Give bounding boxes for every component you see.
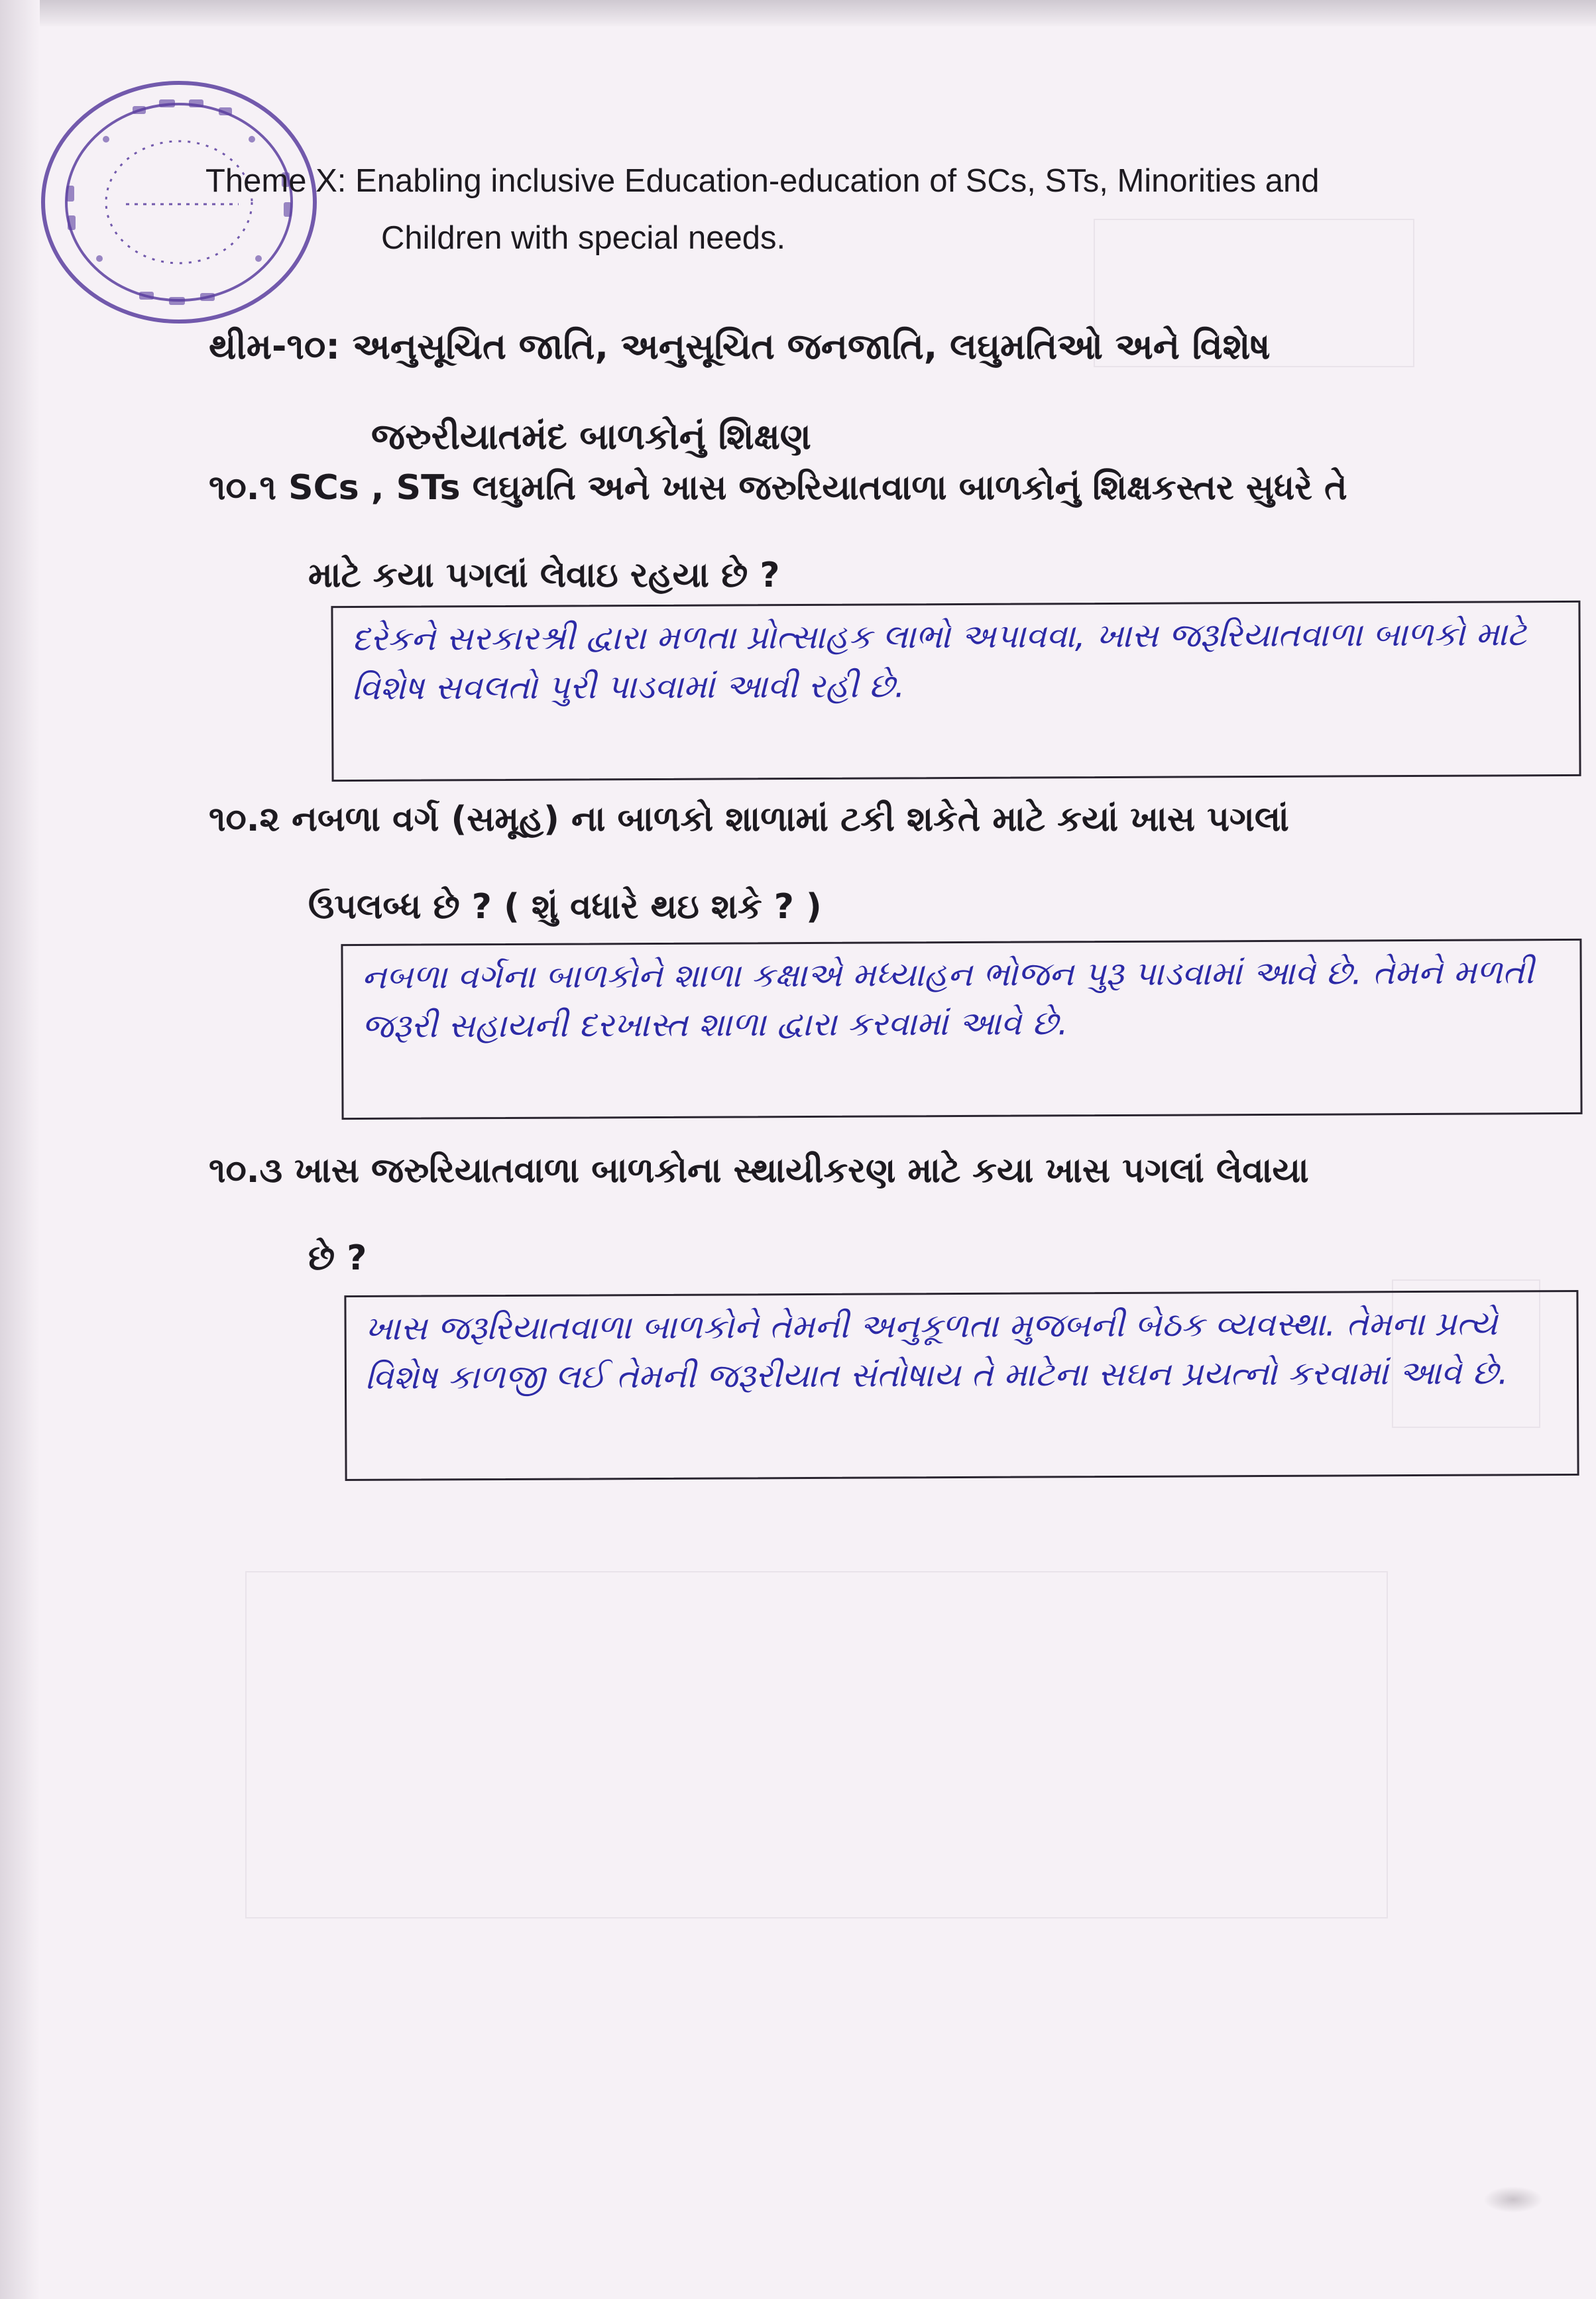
question-text-line1: ૧૦.૩ ખાસ જરુરિયાતવાળા બાળકોના સ્થાયીકરણ માટે કયા ખાસ પગલાં લેવાયા: [209, 1151, 1309, 1191]
question-text-line2: માટે કયા પગલાં લેવાઇ રહયા છે ?: [308, 556, 780, 595]
theme-english-line2: Children with special needs.: [381, 220, 786, 256]
page-top-edge: [0, 0, 1596, 27]
page-smudge: [1483, 2186, 1543, 2213]
theme-heading-english: [205, 152, 1518, 266]
answer-box-10-1: [331, 601, 1581, 782]
question-10-3: [209, 1127, 1534, 1302]
question-10-2: [209, 776, 1534, 951]
answer-text: દરેકને સરકારશ્રી દ્વારા મળતા પ્રોત્સાહક લાભો અપાવવા, ખાસ જરૂરિયાતવાળા બાળકો માટે વિશેષ સવલતો પુરી પાડવામાં આવી રહી છે.: [351, 615, 1527, 707]
question-text-line2: ઉપલબ્ધ છે ? ( શું વધારે થઇ શકે ? ): [308, 887, 822, 927]
theme-gujarati-line1: થીમ-૧૦: અનુસૂચિત જાતિ, અનુસૂચિત જનજાતિ, લઘુમતિઓ અને વિશેષ: [209, 325, 1271, 367]
question-text-line1: ૧૦.૧ SCs , STs લઘુમતિ અને ખાસ જરુરિયાતવાળા બાળકોનું શિક્ષકસ્તર સુધરે તે: [209, 468, 1347, 508]
theme-english-line1: Theme X: Enabling inclusive Education-education of SCs, STs, Minorities and: [205, 163, 1320, 199]
question-text-line2: છે ?: [308, 1238, 367, 1278]
answer-text: ખાસ જરૂરિયાતવાળા બાળકોને તેમની અનુકૂળતા મુજબની બેઠક વ્યવસ્થા. તેમના પ્રત્યે વિશેષ કાળજી લઈ તેમની જરૂરીયાત સંતોષાય તે માટેના સઘન પ્રયત્નો કરવામાં આવે છે.: [365, 1304, 1509, 1397]
answer-box-10-3: [344, 1290, 1579, 1481]
question-text-line1: ૧૦.૨ નબળા વર્ગ (સમૂહ) ના બાળકો શાળામાં ટકી શકેતે માટે કયાં ખાસ પગલાં: [209, 799, 1289, 839]
answer-box-10-2: [341, 939, 1582, 1120]
answer-text: નબળા વર્ગના બાળકોને શાળા કક્ષાએ મધ્યાહન ભોજન પુરૂ પાડવામાં આવે છે. તેમને મળતી જરૂરી સહાયની દરખાસ્ત શાળા દ્વારા કરવામાં આવે છે.: [361, 953, 1534, 1045]
show-through-mark: [245, 1571, 1388, 1918]
page-left-edge: [0, 0, 40, 2299]
question-10-1: [209, 444, 1534, 619]
theme-gujarati-line2: જરુરીયાતમંદ બાળકોનું શિક્ષણ: [371, 416, 811, 457]
